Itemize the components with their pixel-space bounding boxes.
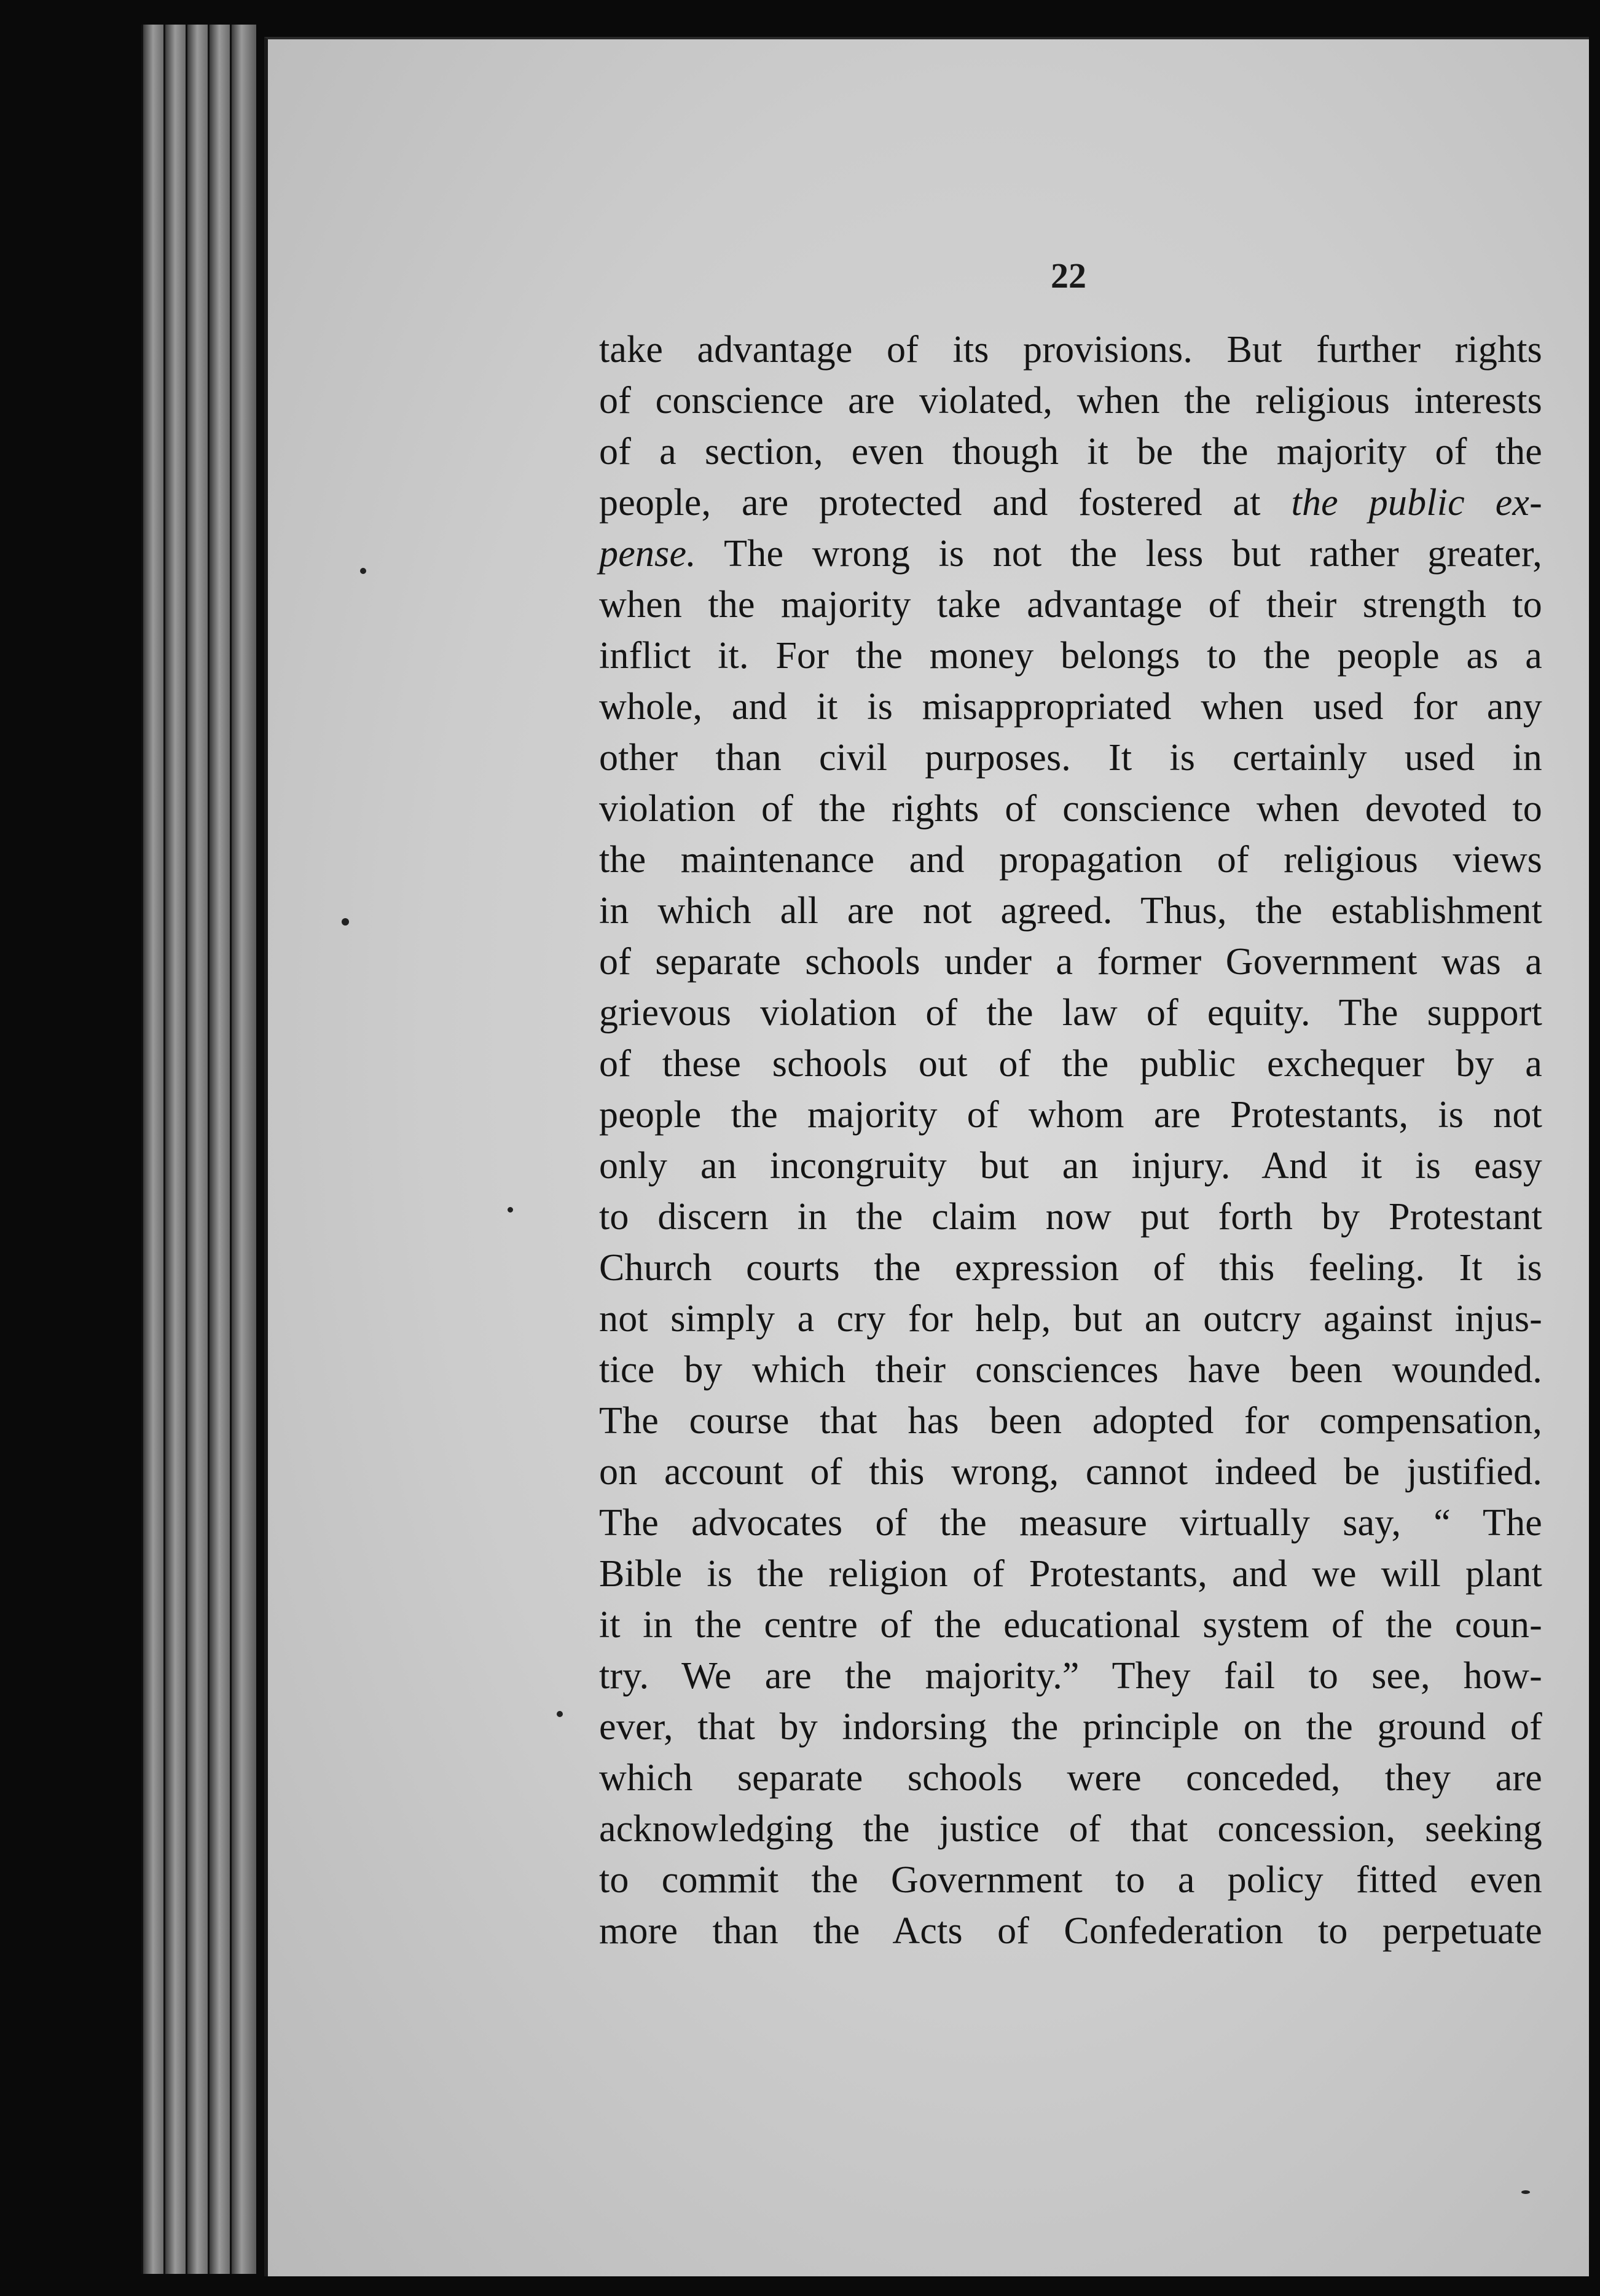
- text-line: [599, 1447, 1542, 1498]
- text-span: The course that has been adopted for compensation,: [599, 1400, 1542, 1442]
- text-line: [599, 682, 1542, 733]
- text-span: on account of this wrong, cannot indeed be justified.: [599, 1451, 1542, 1493]
- text-line: [599, 835, 1542, 886]
- text-line: [599, 478, 1542, 529]
- text-span: take advantage of its provisions. But further rights: [599, 329, 1542, 371]
- text-span: it in the centre of the educational system of the coun-: [599, 1604, 1542, 1646]
- text-span: more than the Acts of Confederation to perpetuate: [599, 1910, 1542, 1952]
- text-span: Church courts the expression of this feeling. It is: [599, 1247, 1542, 1289]
- ink-speck: [1521, 2190, 1530, 2194]
- italic-text: the public ex-: [1291, 482, 1542, 524]
- ink-speck: [342, 918, 349, 926]
- text-line: [599, 1702, 1542, 1753]
- text-span: people, are protected and fostered at: [599, 482, 1292, 524]
- text-span: of a section, even though it be the majority of the: [599, 431, 1542, 473]
- page-edges: [141, 25, 276, 2274]
- text-line: [599, 1906, 1542, 1957]
- text-line: [599, 1600, 1542, 1651]
- ink-speck: [360, 568, 366, 574]
- text-line: [599, 1396, 1542, 1447]
- text-line: [599, 324, 1542, 375]
- text-line: [599, 1804, 1542, 1855]
- text-span: ever, that by indorsing the principle on the ground of: [599, 1706, 1542, 1748]
- text-span: violation of the rights of conscience when devoted to: [599, 788, 1542, 830]
- text-line: [599, 1651, 1542, 1702]
- text-line: [599, 1141, 1542, 1192]
- text-span: not simply a cry for help, but an outcry against injus-: [599, 1298, 1542, 1340]
- text-span: which separate schools were conceded, they are: [599, 1757, 1542, 1799]
- page-number: 22: [1051, 256, 1086, 296]
- ink-speck: [508, 1207, 513, 1213]
- text-line: [599, 1345, 1542, 1396]
- text-span: of conscience are violated, when the religious interests: [599, 380, 1542, 422]
- text-span: in which all are not agreed. Thus, the establishment: [599, 890, 1542, 932]
- page-edge: [230, 25, 256, 2274]
- text-line: [599, 988, 1542, 1039]
- text-span: inflict it. For the money belongs to the people as a: [599, 635, 1542, 677]
- text-span: only an incongruity but an injury. And it is easy: [599, 1145, 1542, 1187]
- text-span: tice by which their consciences have been wounded.: [599, 1349, 1542, 1391]
- ink-speck: [557, 1711, 563, 1717]
- text-span: to discern in the claim now put forth by Protestant: [599, 1196, 1542, 1238]
- text-line: [599, 1753, 1542, 1804]
- text-line: [599, 1549, 1542, 1600]
- italic-text: pense.: [599, 533, 696, 575]
- text-span: of these schools out of the public exchequer by a: [599, 1043, 1542, 1085]
- text-line: [599, 733, 1542, 784]
- text-line: [599, 1855, 1542, 1906]
- text-span: whole, and it is misappropriated when used for any: [599, 686, 1542, 728]
- text-span: acknowledging the justice of that concession, seeking: [599, 1808, 1542, 1850]
- text-line: [599, 580, 1542, 631]
- text-line: [599, 529, 1542, 580]
- text-span: other than civil purposes. It is certainly used in: [599, 737, 1542, 779]
- text-line: [599, 1192, 1542, 1243]
- text-span: people the majority of whom are Protestants, is not: [599, 1094, 1542, 1136]
- text-line: [599, 784, 1542, 835]
- text-span: grievous violation of the law of equity. The support: [599, 992, 1542, 1034]
- text-line: [599, 427, 1542, 478]
- text-line: [599, 937, 1542, 988]
- body-text: [599, 324, 1542, 1957]
- text-line: [599, 631, 1542, 682]
- text-span: when the majority take advantage of their strength to: [599, 584, 1542, 626]
- text-span: to commit the Government to a policy fitted even: [599, 1859, 1542, 1901]
- text-line: [599, 1498, 1542, 1549]
- text-line: [599, 886, 1542, 937]
- text-span: The advocates of the measure virtually say, “ The: [599, 1502, 1542, 1544]
- text-span: the maintenance and propagation of religious views: [599, 839, 1542, 881]
- text-line: [599, 375, 1542, 427]
- text-line: [599, 1294, 1542, 1345]
- text-line: [599, 1243, 1542, 1294]
- text-line: [599, 1090, 1542, 1141]
- text-line: [599, 1039, 1542, 1090]
- text-span: try. We are the majority.” They fail to see, how-: [599, 1655, 1542, 1697]
- text-span: of separate schools under a former Government was a: [599, 941, 1542, 983]
- text-span: Bible is the religion of Protestants, and we will plant: [599, 1553, 1542, 1595]
- text-span: The wrong is not the less but rather greater,: [696, 533, 1542, 575]
